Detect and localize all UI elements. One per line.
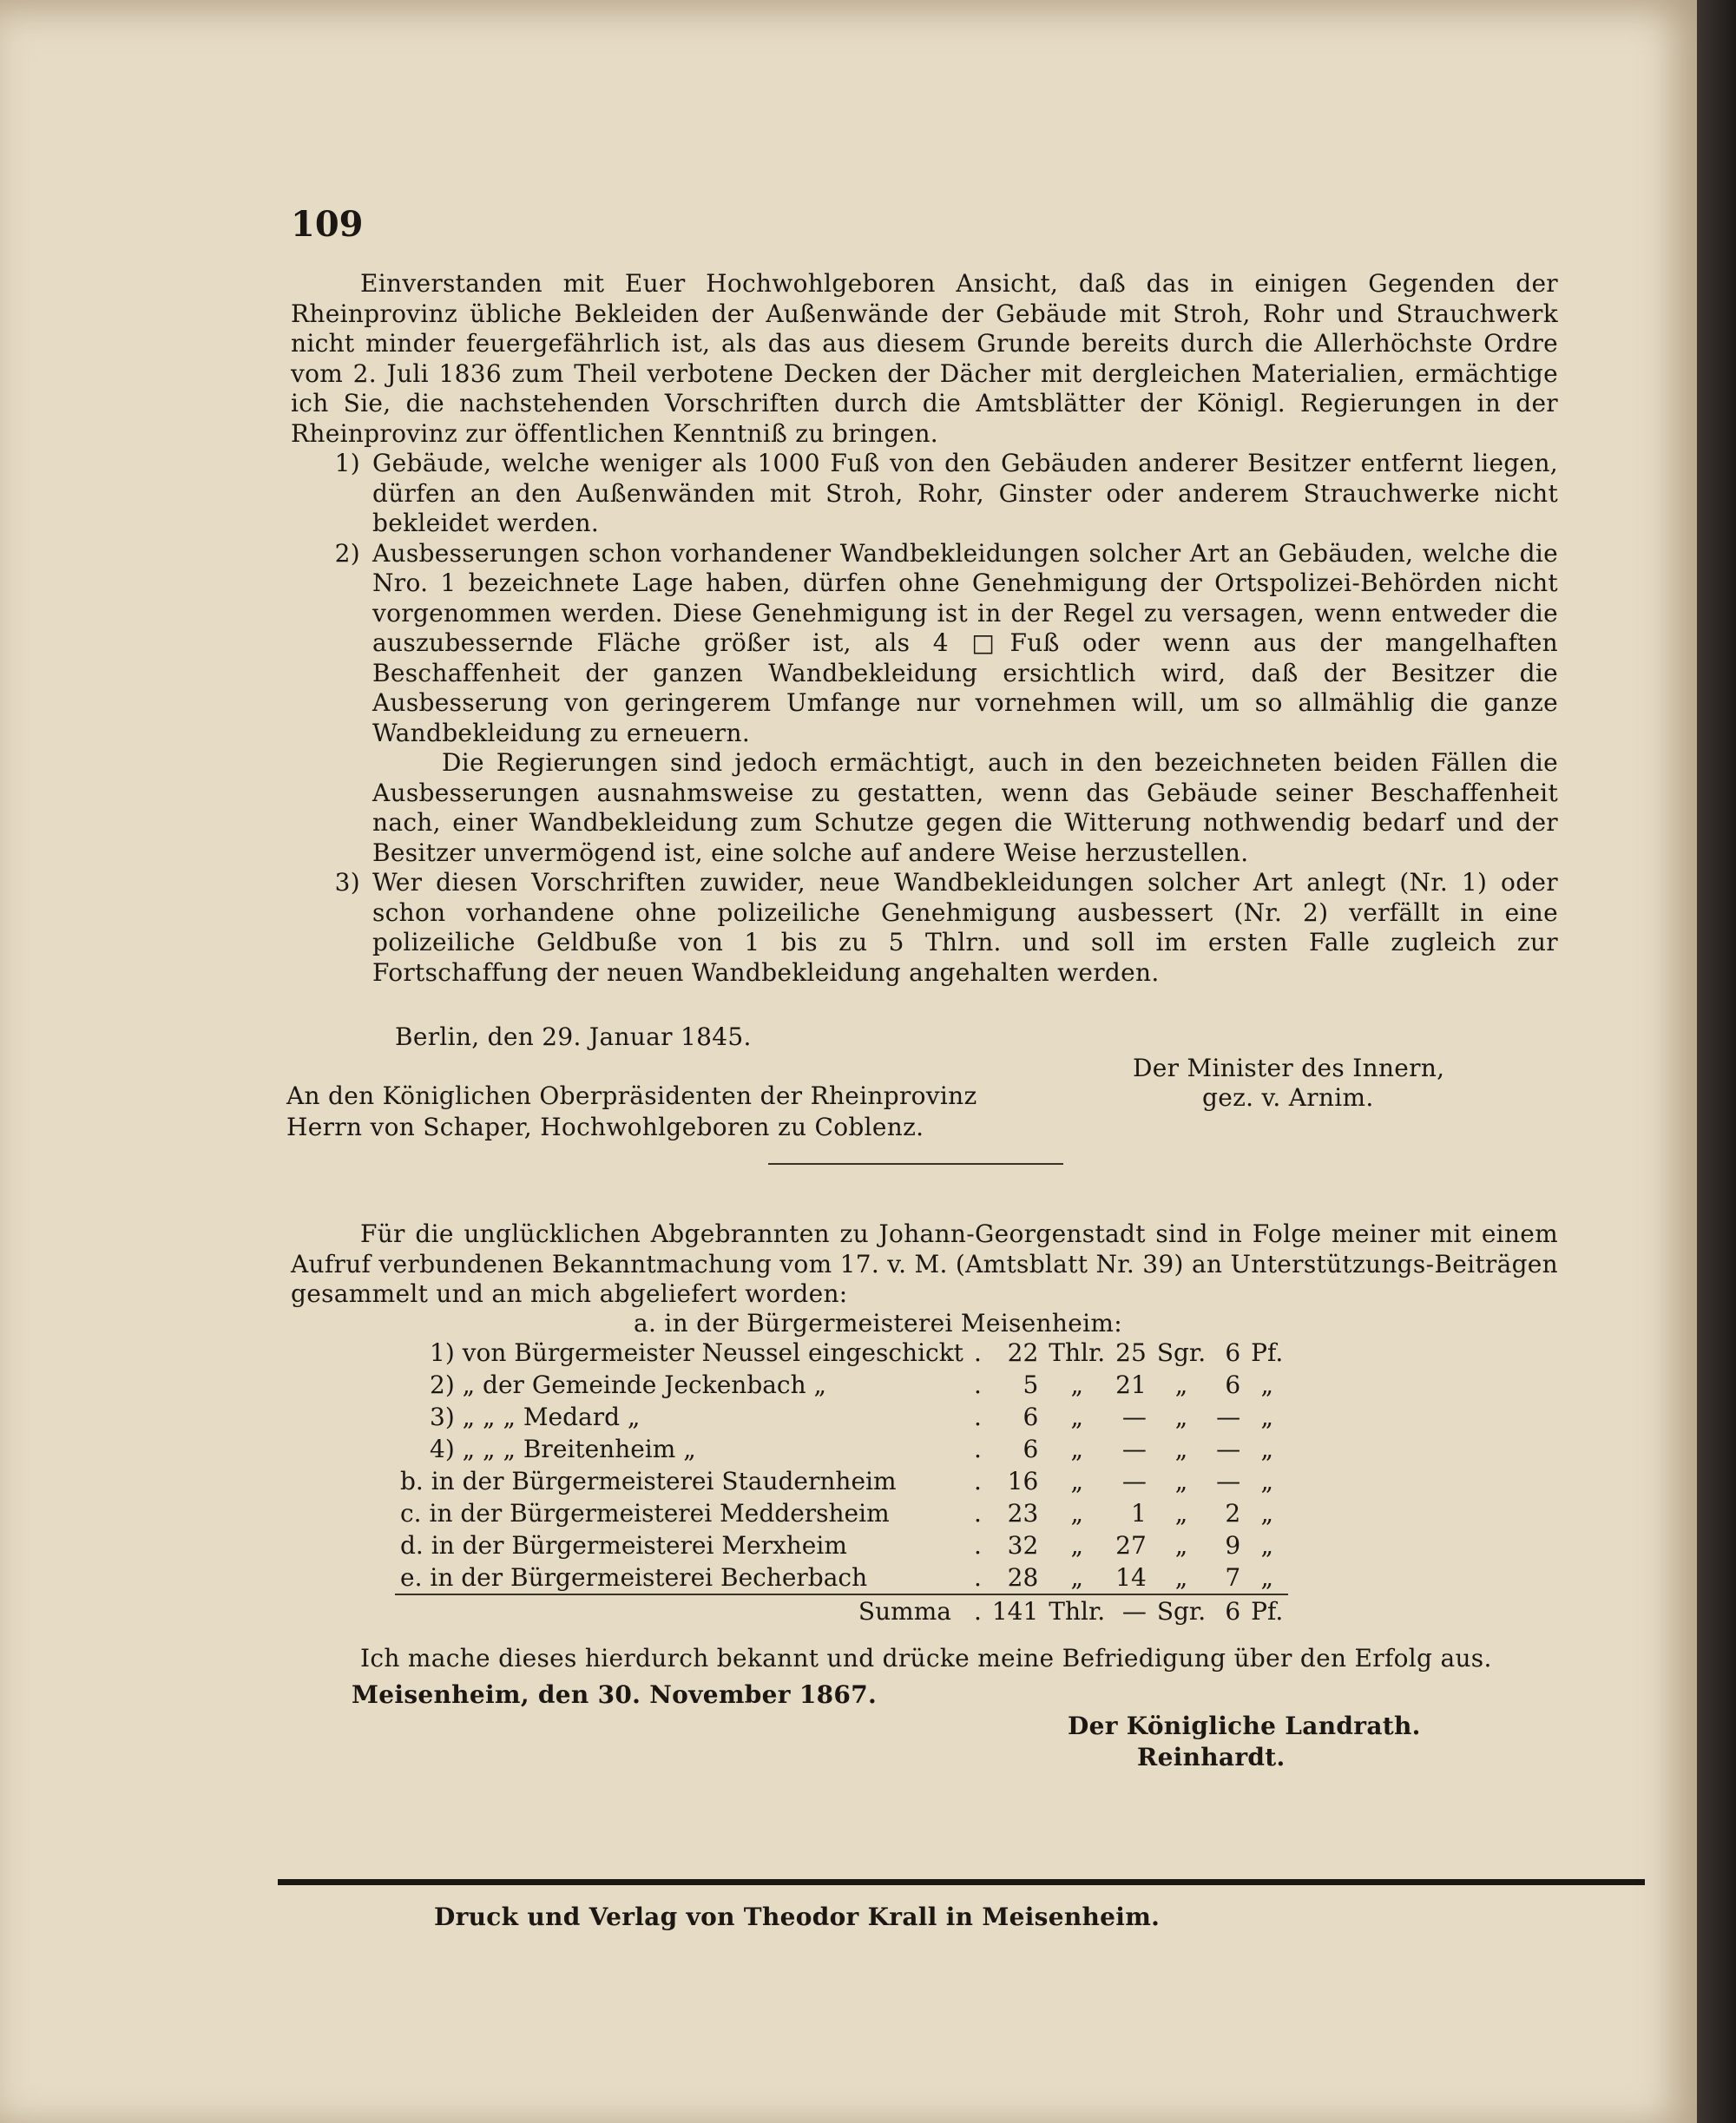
- pfennig-unit: „: [1260, 1467, 1273, 1495]
- silbergroschen-amount: —: [1121, 1467, 1147, 1495]
- minister-signature: gez. v. Arnim.: [1202, 1083, 1374, 1112]
- row-label: c. in der Bürgermeisterei Meddersheim: [400, 1499, 890, 1528]
- row-label: 1) von Bürgermeister Neussel eingeschickt: [430, 1338, 963, 1367]
- rule-item-number: 2): [334, 538, 360, 568]
- silbergroschen-unit: Sgr.: [1156, 1597, 1207, 1626]
- minister-title: Der Minister des Innern,: [1133, 1054, 1445, 1082]
- pfennig-unit: „: [1260, 1499, 1273, 1528]
- silbergroschen-amount: 21: [1115, 1370, 1147, 1399]
- closing-statement: [291, 1644, 1558, 1674]
- rule-item-3: [291, 868, 1558, 988]
- row-label: b. in der Bürgermeisterei Staudernheim: [400, 1467, 897, 1495]
- donation-row: [395, 1561, 1288, 1594]
- leader-dot: .: [973, 1370, 982, 1399]
- rule-item-1: [291, 449, 1558, 539]
- thaler-amount: 28: [1007, 1563, 1039, 1592]
- row-label: 4) „ „ „ Breitenheim „: [430, 1435, 696, 1463]
- donation-row: [395, 1337, 1288, 1369]
- page-edge: [1697, 0, 1736, 2123]
- pfennig-amount: 7: [1225, 1563, 1241, 1592]
- silbergroschen-amount: —: [1121, 1435, 1147, 1463]
- row-label: 3) „ „ „ Medard „: [430, 1403, 641, 1431]
- leader-dot: .: [973, 1338, 982, 1367]
- pfennig-amount: —: [1216, 1435, 1241, 1463]
- pfennig-amount: 6: [1225, 1338, 1241, 1367]
- place-date-berlin: Berlin, den 29. Januar 1845.: [395, 1022, 752, 1051]
- silbergroschen-unit: „: [1174, 1467, 1188, 1495]
- pfennig-amount: 6: [1225, 1597, 1241, 1626]
- imprint-rule: [278, 1879, 1645, 1885]
- thaler-unit: Thlr.: [1049, 1338, 1106, 1367]
- leader-dot: .: [973, 1435, 982, 1463]
- thaler-amount: 32: [1007, 1531, 1039, 1560]
- donation-row: [395, 1401, 1288, 1433]
- silbergroschen-unit: „: [1174, 1563, 1188, 1592]
- silbergroschen-amount: 25: [1115, 1338, 1147, 1367]
- notice-text: Für die unglücklichen Abgebrannten zu Johann-Georgenstadt sind in Folge meiner mit einem Aufruf verbundenen Bekanntmachung vom 17. v. M. (Amtsblatt Nr. 39) an Unterstützungs-Beiträgen gesammelt und an mich abgeliefert worden:: [291, 1219, 1558, 1308]
- pfennig-amount: 2: [1225, 1499, 1241, 1528]
- thaler-unit: „: [1070, 1499, 1083, 1528]
- donation-table: [395, 1337, 1288, 1627]
- addressee-line-2: Herrn von Schaper, Hochwohlgeboren zu Coblenz.: [286, 1113, 924, 1141]
- pfennig-unit: „: [1260, 1403, 1273, 1431]
- pfennig-unit: Pf.: [1251, 1597, 1284, 1626]
- thaler-unit: „: [1070, 1531, 1083, 1560]
- thaler-amount: 5: [1023, 1370, 1039, 1399]
- addressee-line-1: An den Königlichen Oberpräsidenten der Rheinprovinz: [286, 1081, 977, 1110]
- section-a-heading: a. in der Bürgermeisterei Meisenheim:: [634, 1309, 1122, 1338]
- rule-item-2-continuation: [291, 748, 1558, 868]
- donation-row: [395, 1433, 1288, 1465]
- pfennig-unit: „: [1260, 1531, 1273, 1560]
- place-date-meisenheim: Meisenheim, den 30. November 1867.: [352, 1680, 878, 1709]
- donation-notice: [291, 1219, 1558, 1310]
- thaler-unit: „: [1070, 1403, 1083, 1431]
- silbergroschen-amount: 1: [1130, 1499, 1147, 1528]
- row-label: d. in der Bürgermeisterei Merxheim: [400, 1531, 847, 1560]
- rule-item-text: Wer diesen Vorschriften zuwider, neue Wandbekleidungen solcher Art anlegt (Nr. 1) oder schon vorhandene ohne polizeiliche Genehmigung ausbessert (Nr. 2) verfällt in eine polizeiliche Geldbuße von 1 bis zu 5 Thlrn. und soll im ersten Falle zugleich zur Fortschaffung der neuen Wandbekleidung angehalten werden.: [372, 868, 1558, 987]
- decree-body: [291, 269, 1558, 988]
- rule-item-number: 1): [334, 449, 360, 477]
- thaler-unit: Thlr.: [1049, 1597, 1106, 1626]
- rule-item-number: 3): [334, 868, 360, 897]
- printer-imprint: Druck und Verlag von Theodor Krall in Meisenheim.: [434, 1903, 1161, 1931]
- decree-intro: Einverstanden mit Euer Hochwohlgeboren Ansicht, daß das in einigen Gegenden der Rheinprovinz übliche Bekleiden der Außenwände der Gebäude mit Stroh, Rohr und Strauchwerk nicht minder feuergefährlich ist, als das aus diesem Grunde bereits durch die Allerhöchste Ordre vom 2. Juli 1836 zum Theil verbotene Decken der Dächer mit dergleichen Materialien, ermächtige ich Sie, die nachstehenden Vorschriften durch die Amtsblätter der Königl. Regierungen in der Rheinprovinz zur öffentlichen Kenntniß zu bringen.: [291, 269, 1558, 448]
- row-label: e. in der Bürgermeisterei Becherbach: [400, 1563, 868, 1592]
- leader-dot: .: [973, 1403, 982, 1431]
- pfennig-amount: 9: [1225, 1531, 1241, 1560]
- rule-item-text: Die Regierungen sind jedoch ermächtigt, auch in den bezeichneten beiden Fällen die Ausbesserungen ausnahmsweise zu gestatten, wenn das Gebäude seiner Beschaffenheit nach, einer Wandbekleidung zum Schutze gegen die Witterung nothwendig bedarf und der Besitzer unvermögend ist, eine solche auf andere Weise herzustellen.: [372, 748, 1558, 867]
- pfennig-unit: „: [1260, 1563, 1273, 1592]
- thaler-unit: „: [1070, 1467, 1083, 1495]
- pfennig-unit: „: [1260, 1370, 1273, 1399]
- silbergroschen-unit: Sgr.: [1156, 1338, 1207, 1367]
- donation-row: [395, 1497, 1288, 1529]
- row-label: 2) „ der Gemeinde Jeckenbach „: [430, 1370, 827, 1399]
- thaler-amount: 6: [1023, 1403, 1039, 1431]
- page-number: 109: [291, 204, 364, 245]
- leader-dot: .: [973, 1467, 982, 1495]
- silbergroschen-amount: 14: [1115, 1563, 1147, 1592]
- silbergroschen-unit: „: [1174, 1499, 1188, 1528]
- thaler-amount: 23: [1007, 1499, 1039, 1528]
- silbergroschen-amount: —: [1121, 1403, 1147, 1431]
- leader-dot: .: [973, 1531, 982, 1560]
- silbergroschen-amount: 27: [1115, 1531, 1147, 1560]
- section-divider: [768, 1163, 1063, 1165]
- silbergroschen-unit: „: [1174, 1435, 1188, 1463]
- pfennig-unit: „: [1260, 1435, 1273, 1463]
- donation-sum-row: [395, 1594, 1288, 1627]
- thaler-unit: „: [1070, 1563, 1083, 1592]
- silbergroschen-amount: —: [1121, 1597, 1147, 1626]
- silbergroschen-unit: „: [1174, 1403, 1188, 1431]
- donation-row: [395, 1529, 1288, 1561]
- landrath-signature: Reinhardt.: [1137, 1743, 1286, 1771]
- thaler-amount: 22: [1007, 1338, 1039, 1367]
- row-label: Summa: [858, 1597, 951, 1626]
- rule-item-2: [291, 539, 1558, 749]
- pfennig-amount: —: [1216, 1403, 1241, 1431]
- closing-text: Ich mache dieses hierdurch bekannt und drücke meine Befriedigung über den Erfolg aus.: [360, 1644, 1492, 1673]
- silbergroschen-unit: „: [1174, 1370, 1188, 1399]
- thaler-amount: 6: [1023, 1435, 1039, 1463]
- rule-item-text: Ausbesserungen schon vorhandener Wandbekleidungen solcher Art an Gebäuden, welche die Nro. 1 bezeichnete Lage haben, dürfen ohne Genehmigung der Ortspolizei-Behörden nicht vorgenommen werden. Diese Genehmigung ist in der Regel zu versagen, wenn entweder die auszubessernde Fläche größer ist, als 4 □Fuß oder wenn aus der mangelhaften Beschaffenheit der ganzen Wandbekleidung ersichtlich wird, daß der Besitzer die Ausbesserung von geringerem Umfange nur vornehmen will, um so allmählig die ganze Wandbekleidung zu erneuern.: [372, 538, 1558, 747]
- donation-row: [395, 1369, 1288, 1401]
- leader-dot: .: [973, 1563, 982, 1592]
- landrath-title: Der Königliche Landrath.: [1068, 1712, 1421, 1740]
- leader-dot: .: [973, 1499, 982, 1528]
- thaler-amount: 16: [1007, 1467, 1039, 1495]
- donation-row: [395, 1465, 1288, 1497]
- pfennig-unit: Pf.: [1251, 1338, 1284, 1367]
- thaler-unit: „: [1070, 1435, 1083, 1463]
- pfennig-amount: 6: [1225, 1370, 1241, 1399]
- thaler-unit: „: [1070, 1370, 1083, 1399]
- pfennig-amount: —: [1216, 1467, 1241, 1495]
- silbergroschen-unit: „: [1174, 1531, 1188, 1560]
- rule-item-text: Gebäude, welche weniger als 1000 Fuß von den Gebäuden anderer Besitzer entfernt liegen, dürfen an den Außenwänden mit Stroh, Rohr, Ginster oder anderem Strauchwerke nicht bekleidet werden.: [372, 449, 1558, 537]
- thaler-amount: 141: [991, 1597, 1039, 1626]
- leader-dot: .: [973, 1597, 982, 1626]
